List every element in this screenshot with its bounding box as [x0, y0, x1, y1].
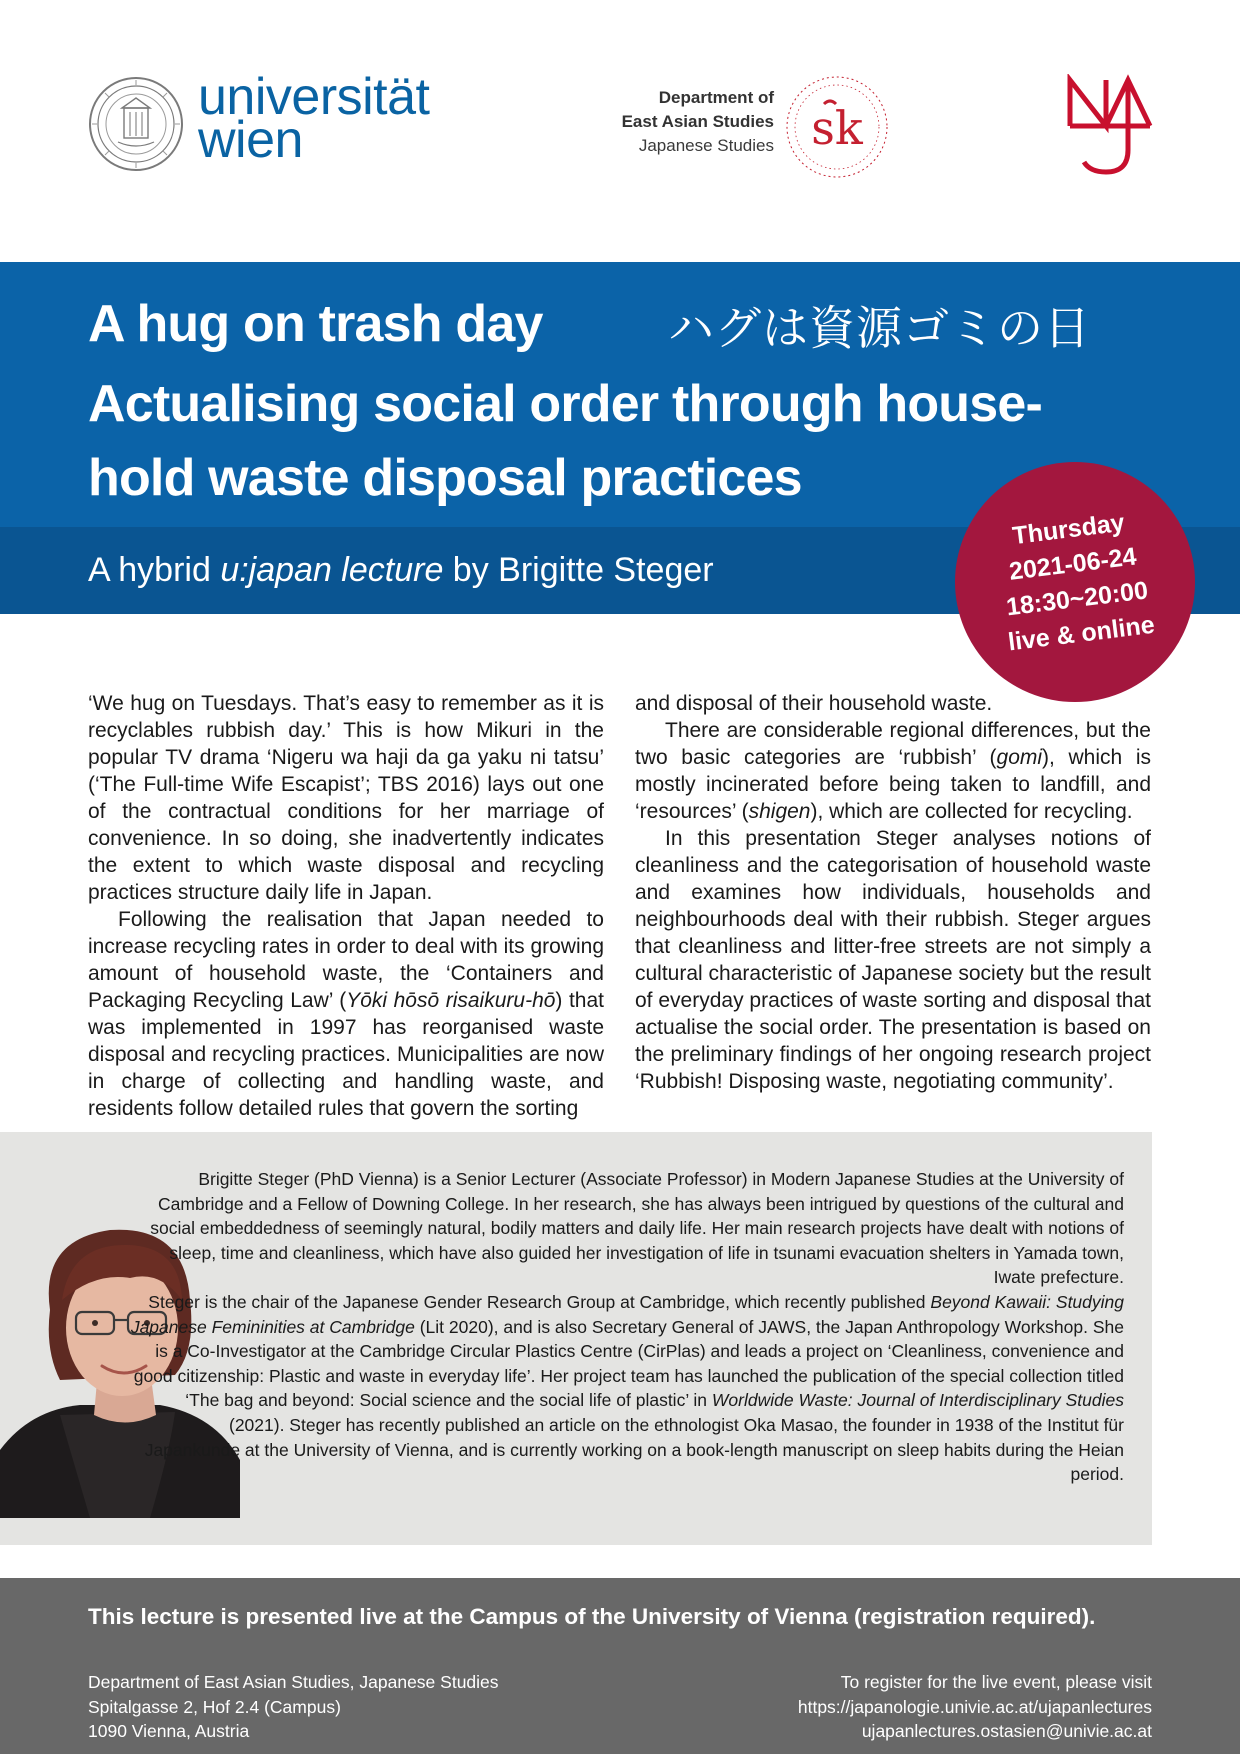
abstract-p3-gomi: gomi [996, 746, 1043, 769]
aaj-logo-icon [1066, 74, 1154, 178]
title-line-3: hold waste disposal practices [88, 449, 802, 507]
university-wordmark [198, 68, 430, 169]
register-note: To register for the live event, please visit [840, 1672, 1152, 1692]
subtitle-speaker: by Brigitte Steger [443, 551, 714, 589]
department-line2: East Asian Studies [621, 112, 774, 131]
footer-headline: This lecture is presented live at the Campus of the University of Vienna (registration required). [88, 1604, 1096, 1629]
university-wordmark-line1: universität [198, 68, 430, 126]
bio-p2-journal-title: Worldwide Waste: Journal of Interdisciplinary Studies [711, 1390, 1124, 1411]
date-badge-text [941, 448, 1208, 715]
header-logos [0, 0, 1240, 262]
abstract-p3-text-a: There are considerable regional differences, but the two basic categories are ‘rubbish’ ( [635, 719, 1151, 769]
bio-p2-text-c: (2021). Steger has recently published an article on the ethnologist Oka Masao, the founder in 1938 of the Institut für Japankunde at the University of Vienna, and is currently working on a book-length manuscript on sleep habits during the Heian period. [144, 1414, 1124, 1485]
event-date: 2021-06-24 [1007, 542, 1138, 586]
department-line3: Japanese Studies [638, 136, 774, 155]
register-url-link[interactable]: https://japanologie.univie.ac.at/ujapanlectures [797, 1696, 1152, 1717]
abstract-paragraph-3 [635, 717, 1151, 825]
subtitle-prefix: A hybrid [88, 551, 221, 589]
bio-paragraph-1: Brigitte Steger (PhD Vienna) is a Senior Lecturer (Associate Professor) in Modern Japanese Studies at the University of Cambridge and a Fellow of Downing College. In her research, she has always been intrigued by questions of the cultural and social embeddedness of seemingly natural, bodily matters and daily life. Her main research projects have dealt with notions of sleep, time and cleanliness, which have also guided her investigation of life in tsunami evacuation shelters in Yamada town, Iwate prefecture. [150, 1169, 1124, 1288]
japanese-title: ハグは資源ゴミの日 [668, 301, 1091, 355]
lecture-subtitle [88, 548, 714, 592]
address-line-3: 1090 Vienna, Austria [88, 1721, 250, 1741]
abstract-paragraph-4: In this presentation Steger analyses notions of cleanliness and the categorisation of household waste and examines how individuals, households and neighbourhoods deal with their rubbish. Steger argues that cleanliness and litter-free streets are not simply a cultural characteristic of Japanese society but the result of everyday practices of waste sorting and disposal that actualise the social order. The presentation is based on the preliminary findings of her ongoing research project ‘Rubbish! Disposing waste, negotiating community’. [635, 827, 1151, 1093]
abstract-paragraph-2-end: and disposal of their household waste. [635, 692, 993, 715]
university-seal-icon [88, 76, 184, 172]
title-line-1: A hug on trash day [88, 295, 543, 353]
bio-paragraph-2 [130, 1290, 1124, 1487]
abstract-paragraph-2 [88, 906, 604, 1122]
address-line-2: Spitalgasse 2, Hof 2.4 (Campus) [88, 1696, 341, 1717]
abstract-p3-shigen: shigen [748, 800, 811, 823]
abstract-p3-text-c: ), which are collected for recycling. [810, 800, 1133, 823]
abstract-p3-text-b: ), which is mostly incinerated before being taken to landfill, and ‘resources’ ( [635, 746, 1151, 823]
sjk-logo-letters: sk [811, 101, 863, 155]
footer-registration [798, 1670, 1152, 1744]
department-line1: Department of [658, 88, 774, 107]
abstract-column-right [635, 690, 1151, 1095]
register-email-link[interactable]: ujapanlectures.ostasien@univie.ac.at [861, 1721, 1152, 1741]
subtitle-series: u:japan lecture [220, 551, 444, 589]
bio-p2-text-b: (Lit 2020), and is also Secretary General of JAWS, the Japan Anthropology Workshop. She is a Co-Investigator at the Cambridge Circular Plastics Centre (CirPlas) and leads a project on ‘Cleanliness, convenience and good citizenship: Plastic and waste in everyday life’. Her project team has launched the publication of the special collection titled ‘The bag and beyond: Social science and the social life of plastic’ in [133, 1316, 1124, 1411]
bio-p2-book-title: Beyond Kawaii: Studying Japanese Femininities at Cambridge [130, 1291, 1124, 1337]
speaker-bio [130, 1167, 1124, 1487]
address-line-1: Department of East Asian Studies, Japanese Studies [88, 1672, 499, 1692]
abstract-p2-text-a: Following the realisation that Japan needed to increase recycling rates in order to deal with its growing amount of household waste, the ‘Containers and Packaging Recycling Law’ ( [88, 908, 604, 1012]
abstract-p2-law-name: Yōki hōsō risaikuru-hō [346, 989, 556, 1012]
title-line-2: Actualising social order through house- [88, 375, 1043, 433]
university-wordmark-line2: wien [198, 111, 303, 169]
event-day: Thursday [1010, 508, 1127, 551]
sjk-logo-icon [784, 74, 890, 180]
event-mode: live & online [1006, 610, 1157, 657]
abstract-column-left [88, 690, 604, 1122]
bio-p2-text-a: Steger is the chair of the Japanese Gender Research Group at Cambridge, which recently published [148, 1291, 931, 1312]
department-label [560, 86, 774, 158]
abstract-p2-text-b: ) that was implemented in 1997 has reorganised waste disposal and recycling practices. Municipalities are now in charge of collecting and handling waste, and residents follow detailed rules that govern the sorting [88, 989, 605, 1120]
footer-address [88, 1670, 499, 1744]
abstract-paragraph-1: ‘We hug on Tuesdays. That’s easy to remember as it is recyclables rubbish day.’ This is how Mikuri in the popular TV drama ‘Nigeru wa haji da ga yaku ni tatsu’ (‘The Full-time Wife Escapist’; TBS 2016) lays out one of the contractual conditions for her marriage of convenience. In so doing, she inadvertently indicates the extent to which waste disposal and recycling practices structure daily life in Japan. [88, 692, 604, 904]
event-time: 18:30~20:00 [1004, 576, 1150, 622]
